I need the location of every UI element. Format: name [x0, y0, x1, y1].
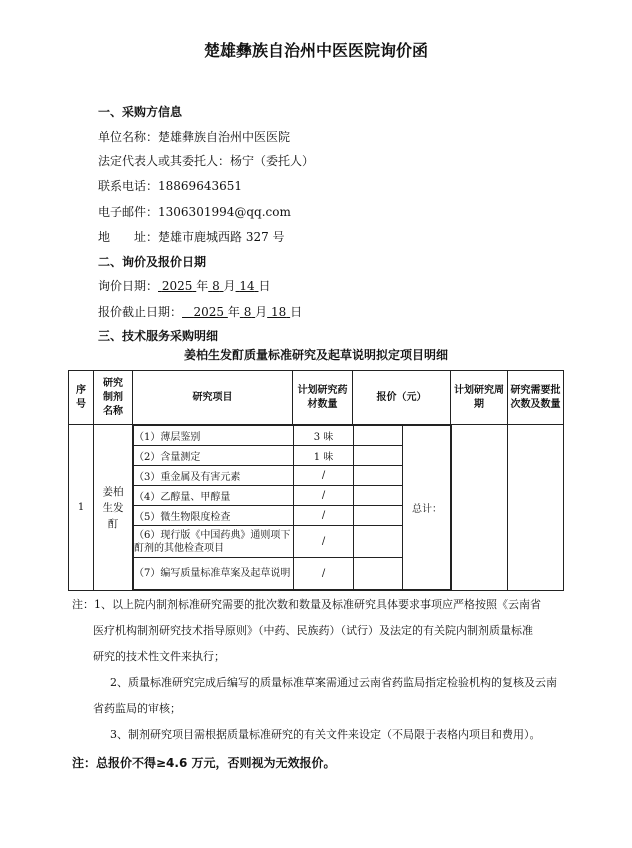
- item-qty: /: [294, 466, 354, 486]
- item-name: （5）微生物限度检查: [134, 506, 294, 526]
- unit-value: 楚雄彝族自治州中医医院: [158, 130, 291, 144]
- month-char: 月: [255, 305, 268, 319]
- unit-line: [98, 128, 290, 145]
- note-3: 3、制剂研究项目需根据质量标准研究的有关文件来设定（不局限于表格内项目和费用）。: [110, 728, 541, 741]
- inquiry-year: 2025: [161, 279, 193, 293]
- header-item: 研究项目: [133, 371, 293, 425]
- section3-heading: 三、技术服务采购明细: [98, 329, 219, 343]
- procurement-table: [68, 370, 564, 591]
- item-qty: 3 味: [294, 426, 354, 446]
- address-value: 楚雄市鹿城西路 327 号: [158, 230, 285, 244]
- item-qty: 1 味: [294, 446, 354, 466]
- note-1c: 研究的技术性文件来执行；: [93, 650, 225, 663]
- header-seq: 序号: [69, 371, 94, 425]
- table-title: 姜柏生发酊质量标准研究及起草说明拟定项目明细: [183, 348, 448, 362]
- email-label: 电子邮件：: [98, 205, 159, 219]
- item-qty: /: [294, 506, 354, 526]
- total-cell: 总计：: [403, 426, 452, 590]
- row-batch[interactable]: [508, 425, 564, 591]
- header-batch: 研究需要批次数及数量: [508, 371, 564, 425]
- unit-label: 单位名称：: [98, 130, 159, 144]
- item-name: （1）薄层鉴别: [134, 426, 294, 446]
- item-price[interactable]: [354, 466, 403, 486]
- page-title: 楚雄彝族自治州中医医院询价函: [203, 41, 428, 60]
- inquiry-day: 14: [239, 279, 255, 293]
- final-note: 注：总报价不得≥4.6 万元，否则视为无效报价。: [72, 756, 336, 770]
- deadline-day: 18: [271, 305, 287, 319]
- items-table: [133, 425, 452, 590]
- header-qty: 计划研究药材数量: [293, 371, 353, 425]
- items-cell: [133, 425, 451, 591]
- item-name: （2）含量测定: [134, 446, 294, 466]
- rep-value: 杨宁（委托人）: [230, 154, 315, 168]
- day-char: 日: [258, 279, 271, 293]
- address-label: 地 址：: [98, 230, 159, 244]
- list-item: [134, 426, 452, 446]
- phone-line: [98, 177, 242, 194]
- email-line: [98, 203, 291, 220]
- deadline-date-line: [98, 303, 302, 320]
- item-name: （4）乙醇量、甲醇量: [134, 486, 294, 506]
- year-char: 年: [227, 305, 240, 319]
- item-name: （7）编写质量标准草案及起草说明: [134, 558, 294, 590]
- table-row: [69, 425, 564, 591]
- header-price: 报价（元）: [353, 371, 451, 425]
- note-2b: 省药监局的审核；: [93, 702, 181, 715]
- item-qty: /: [294, 486, 354, 506]
- table-header-row: [69, 371, 564, 425]
- item-price[interactable]: [354, 558, 403, 590]
- phone-label: 联系电话：: [98, 179, 159, 193]
- header-period: 计划研究周期: [451, 371, 508, 425]
- item-name: （6）现行版《中国药典》通则项下酊剂的其他检查项目: [134, 526, 294, 558]
- note-2a: 2、质量标准研究完成后编写的质量标准草案需通过云南省药监局指定检验机构的复核及云南: [110, 676, 557, 689]
- row-seq: 1: [69, 425, 94, 591]
- row-period[interactable]: [451, 425, 508, 591]
- inquiry-date-label: 询价日期：: [98, 279, 159, 293]
- item-name: （3）重金属及有害元素: [134, 466, 294, 486]
- header-name: 研究制剂名称: [94, 371, 133, 425]
- inquiry-date-line: [98, 277, 271, 294]
- inquiry-month: 8: [212, 279, 220, 293]
- item-qty: /: [294, 526, 354, 558]
- month-char: 月: [223, 279, 236, 293]
- section2-heading: 二、询价及报价日期: [98, 255, 207, 269]
- deadline-date-label: 报价截止日期：: [98, 305, 183, 319]
- item-price[interactable]: [354, 486, 403, 506]
- note-1a: [72, 592, 541, 618]
- item-qty: /: [294, 558, 354, 590]
- item-price[interactable]: [354, 426, 403, 446]
- deadline-year: 2025: [193, 305, 225, 319]
- rep-line: [98, 152, 314, 169]
- phone-value: 18869643651: [158, 179, 242, 193]
- year-char: 年: [196, 279, 209, 293]
- note-prefix: 注：: [72, 598, 94, 611]
- deadline-month: 8: [243, 305, 252, 319]
- email-value[interactable]: 1306301994@qq.com: [158, 205, 291, 219]
- note-1b: 医疗机构制剂研究技术指导原则》（中药、民族药）（试行）及法定的有关院内制剂质量标准: [93, 624, 533, 637]
- item-price[interactable]: [354, 506, 403, 526]
- section1-heading: 一、采购方信息: [98, 105, 183, 119]
- item-price[interactable]: [354, 526, 403, 558]
- item-price[interactable]: [354, 446, 403, 466]
- day-char: 日: [290, 305, 303, 319]
- address-line: [98, 228, 285, 245]
- note-1a-text: 1、以上院内制剂标准研究需要的批次数和数量及标准研究具体要求事项应严格按照《云南省: [94, 598, 541, 611]
- rep-label: 法定代表人或其委托人：: [98, 154, 231, 168]
- row-name: 姜柏生发酊: [94, 425, 133, 591]
